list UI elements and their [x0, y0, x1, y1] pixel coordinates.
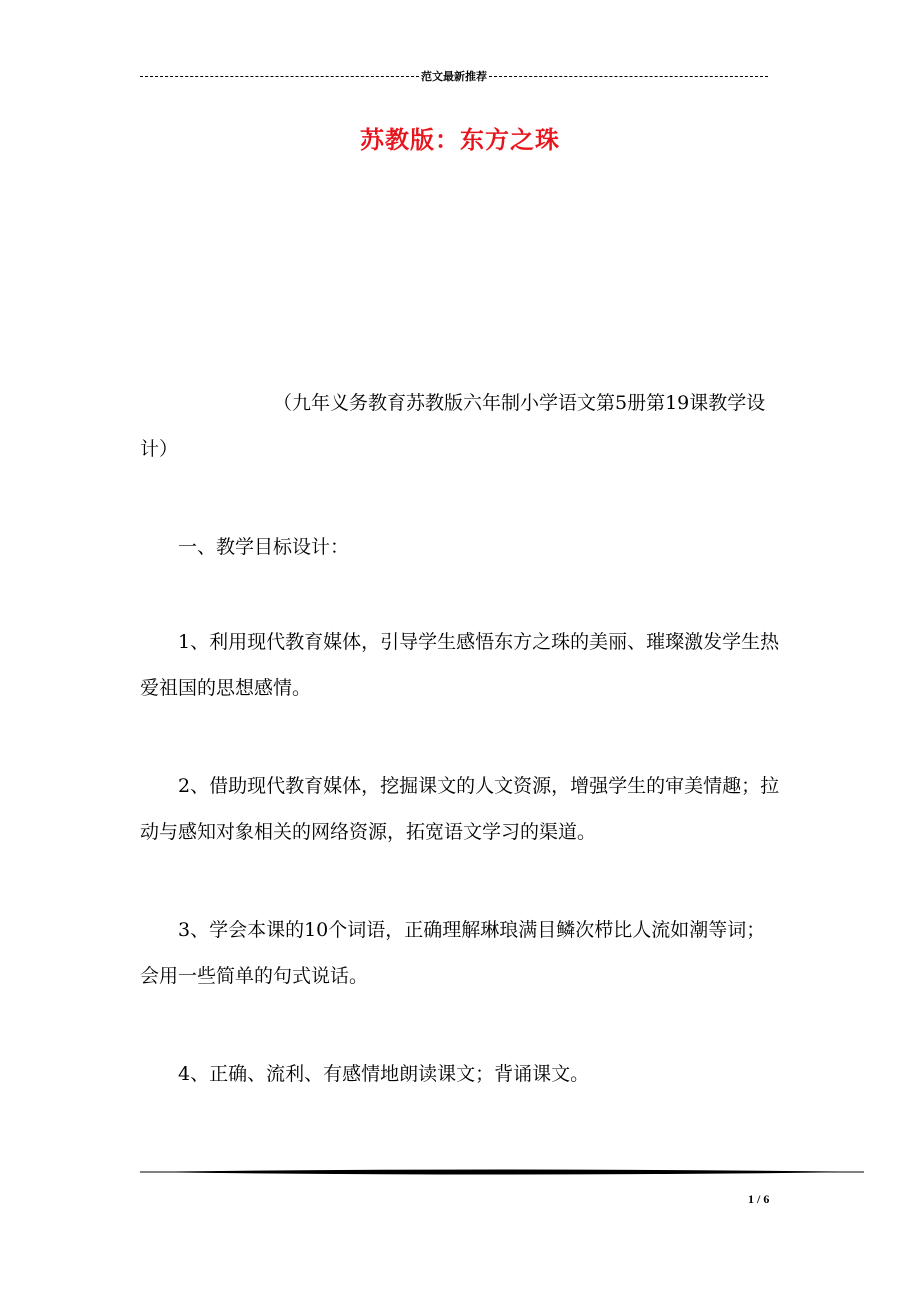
footer-divider [140, 1166, 864, 1178]
page-number: 1 / 6 [748, 1192, 770, 1206]
header-dash-right [489, 76, 768, 77]
page-header [140, 66, 768, 86]
document-title: 苏教版：东方之珠 [360, 125, 560, 154]
objective-1: 1、利用现代教育媒体，引导学生感悟东方之珠的美丽、璀璨激发学生热爱祖国的思想感情。 [140, 631, 780, 699]
objective-2: 2、借助现代教育媒体，挖掘课文的人文资源，增强学生的审美情趣；拉动与感知对象相关的网络资源，拓宽语文学习的渠道。 [140, 775, 780, 843]
subtitle-paragraph: （九年义务教育苏教版六年制小学语文第5册第19课教学设计） [140, 392, 766, 460]
section-heading-objectives: 一、教学目标设计： [178, 536, 350, 558]
header-label: 范文最新推荐 [421, 70, 487, 83]
objective-3: 3、学会本课的10个词语，正确理解琳琅满目鳞次栉比人流如潮等词；会用一些简单的句式说话。 [140, 919, 766, 987]
header-dash-left [140, 76, 419, 77]
objective-4: 4、正确、流利、有感情地朗读课文；背诵课文。 [178, 1063, 590, 1085]
